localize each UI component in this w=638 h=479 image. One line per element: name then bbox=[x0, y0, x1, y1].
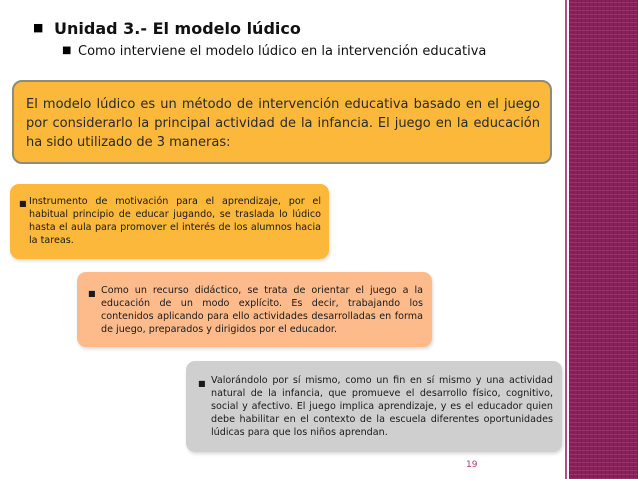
way-2-box bbox=[77, 272, 432, 347]
square-bullet-icon: ■ bbox=[19, 199, 27, 208]
way-3-box bbox=[186, 361, 562, 452]
decorative-side-band bbox=[569, 0, 638, 479]
square-bullet-icon: ■ bbox=[198, 379, 206, 388]
slide-title: Unidad 3.- El modelo lúdico bbox=[54, 19, 301, 38]
intro-text-box bbox=[12, 80, 552, 164]
way-3-text: Valorándolo por sí mismo, como un fin en sí mismo y una actividad natural de la infancia, que promueve el desarrollo físico, cognitivo, social y afectivo. El juego implica aprendizaje, y es el educador quien debe habilitar en el contexto de la escuela diferentes oportunidades lúdicas para que los niños aprendan. bbox=[211, 375, 553, 438]
slide-subtitle: Como interviene el modelo lúdico en la intervención educativa bbox=[78, 44, 487, 59]
band-divider bbox=[565, 0, 567, 479]
square-bullet-icon: ■ bbox=[62, 45, 72, 56]
square-bullet-icon: ■ bbox=[33, 21, 44, 34]
intro-text: El modelo lúdico es un método de intervención educativa basado en el juego por considerarlo la principal actividad de la infancia. El juego en la educación ha sido utilizado de 3 maneras: bbox=[26, 97, 540, 150]
page-number: 19 bbox=[466, 460, 478, 470]
way-2-text: Como un recurso didáctico, se trata de orientar el juego a la educación de un modo explícito. Es decir, trabajando los contenidos aplicando para ello actividades desarrolladas en forma de juego, preparados y dirigidos por el educador. bbox=[101, 285, 423, 335]
square-bullet-icon: ■ bbox=[88, 289, 96, 298]
way-1-box bbox=[10, 184, 329, 259]
way-1-text: Instrumento de motivación para el aprendizaje, por el habitual principio de educar jugando, se traslada lo lúdico hasta el aula para promover el interés de los alumnos hacia la tareas. bbox=[29, 196, 321, 246]
